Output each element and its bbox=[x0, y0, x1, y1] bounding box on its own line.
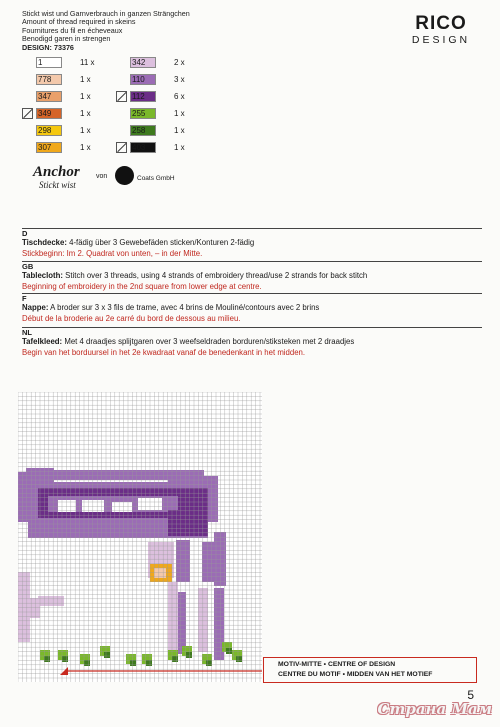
header-line-en: Amount of thread required in skeins bbox=[22, 17, 136, 27]
section-divider bbox=[22, 293, 482, 294]
instruction-label: Tafelkleed: bbox=[22, 337, 63, 346]
thread-number: 298 bbox=[38, 126, 52, 135]
start-instruction: Stickbeginn: Im 2. Quadrat von unten, – in der Mitte. bbox=[22, 249, 203, 258]
header-line-nl: Benodigd garen in strengen bbox=[22, 34, 111, 44]
legend-row bbox=[116, 141, 206, 154]
start-instruction: Begin van het borduursel in het 2e kwadraat vanaf de benedenkant in het midden. bbox=[22, 348, 306, 357]
instruction-text: Tablecloth: Stitch over 3 threads, using 4 strands of embroidery thread/use 2 strands for back stitch bbox=[22, 271, 368, 280]
thread-number: 258 bbox=[132, 126, 146, 135]
anchor-sub: Stickt wist bbox=[39, 180, 76, 190]
language-code: GB bbox=[22, 262, 34, 271]
thread-number: 307 bbox=[38, 143, 52, 152]
skein-count: 1 x bbox=[174, 109, 185, 118]
legend-row bbox=[22, 73, 112, 86]
stitch-area bbox=[168, 510, 208, 536]
grass-stitch bbox=[206, 660, 212, 666]
cross-stitch-chart bbox=[18, 392, 262, 682]
legend-row bbox=[22, 56, 112, 69]
skein-count: 3 x bbox=[174, 75, 185, 84]
grass-stitch bbox=[226, 648, 232, 654]
motif-centre-line2: CENTRE DU MOTIF • MIDDEN VAN HET MOTIEF bbox=[278, 671, 433, 678]
skein-count: 2 x bbox=[174, 58, 185, 67]
legend-row bbox=[22, 124, 112, 137]
stitch-area bbox=[202, 542, 214, 582]
thread-header bbox=[22, 10, 190, 52]
instruction-text: Tischdecke: 4-fädig über 3 Gewebefäden sticken/Konturen 2-fädig bbox=[22, 238, 255, 247]
thread-number: 112 bbox=[132, 92, 145, 101]
legend-row bbox=[22, 107, 112, 120]
skein-count: 1 x bbox=[174, 143, 185, 152]
grass-stitch bbox=[62, 656, 68, 662]
thread-legend bbox=[22, 56, 222, 156]
coats-logo-icon bbox=[115, 166, 134, 185]
skein-count: 1 x bbox=[80, 109, 91, 118]
skein-count: 1 x bbox=[80, 143, 91, 152]
skein-count: 6 x bbox=[174, 92, 185, 101]
header-line-fr: Fournitures du fil en écheveaux bbox=[22, 25, 123, 35]
thread-number: 1 bbox=[38, 58, 43, 67]
grass-stitch bbox=[172, 656, 178, 662]
legend-row bbox=[116, 124, 206, 137]
grass-stitch bbox=[236, 656, 242, 662]
grass-stitch bbox=[186, 652, 192, 658]
grass-stitch bbox=[146, 660, 152, 666]
stitch-grid bbox=[18, 392, 262, 682]
legend-row bbox=[22, 141, 112, 154]
thread-number: 349 bbox=[38, 109, 52, 118]
instruction-label: Nappe: bbox=[22, 303, 49, 312]
language-code: F bbox=[22, 294, 27, 303]
watermark: Страна Мам bbox=[377, 700, 492, 718]
skein-count: 1 x bbox=[80, 92, 91, 101]
grass-stitch bbox=[104, 652, 110, 658]
grass-stitch bbox=[44, 656, 50, 662]
thread-number: 110 bbox=[132, 75, 145, 84]
rico-design-logo bbox=[404, 14, 478, 47]
stitch-area bbox=[38, 596, 64, 606]
brand-sub: DESIGN bbox=[411, 34, 471, 46]
start-instruction: Début de la broderie au 2e carré du bord de dessous au milieu. bbox=[22, 314, 241, 323]
legend-row bbox=[116, 90, 206, 103]
thread-number: 342 bbox=[132, 58, 146, 67]
legend-row bbox=[116, 107, 206, 120]
stitch-area bbox=[82, 500, 104, 512]
stitch-area bbox=[198, 588, 208, 652]
stitch-area bbox=[214, 532, 226, 586]
language-code: D bbox=[22, 229, 28, 238]
motif-centre-line1: MOTIV-MITTE • CENTRE OF DESIGN bbox=[278, 661, 396, 668]
backstitch-icon bbox=[116, 142, 127, 153]
anchor-name: Anchor bbox=[33, 164, 80, 180]
header-line-de: Stickt wist und Garnverbrauch in ganzen Strängchen bbox=[22, 9, 190, 18]
legend-row bbox=[116, 73, 206, 86]
skein-count: 1 x bbox=[174, 126, 185, 135]
backstitch-icon bbox=[116, 91, 127, 102]
thread-number: 255 bbox=[132, 109, 146, 118]
thread-number: 403 bbox=[132, 143, 146, 152]
legend-row bbox=[22, 90, 112, 103]
stitch-area bbox=[154, 568, 166, 578]
instruction-label: Tischdecke: bbox=[22, 238, 67, 247]
design-code: DESIGN: 73376 bbox=[22, 42, 74, 52]
skein-count: 1 x bbox=[80, 126, 91, 135]
coats-text: Coats GmbH bbox=[137, 175, 175, 182]
thread-number: 778 bbox=[38, 75, 52, 84]
stitch-area bbox=[176, 540, 190, 582]
grass-stitch bbox=[84, 660, 90, 666]
start-instruction: Beginning of embroidery in the 2nd square from lower edge at centre. bbox=[22, 282, 262, 291]
instruction-text: Tafelkleed: Met 4 draadjes splijtgaren over 3 weefseldraden borduren/stiksteken met 2 draadjes bbox=[22, 337, 355, 346]
brand-name: RICO bbox=[415, 13, 467, 34]
skein-count: 1 x bbox=[80, 75, 91, 84]
motif-centre-box bbox=[263, 657, 477, 683]
section-divider bbox=[22, 228, 482, 229]
page-number: 5 bbox=[467, 688, 474, 702]
von-text: von bbox=[96, 173, 108, 180]
instruction-label: Tablecloth: bbox=[22, 271, 64, 280]
stitch-area bbox=[112, 502, 132, 512]
stitch-area bbox=[58, 500, 76, 512]
language-code: NL bbox=[22, 328, 32, 337]
backstitch-icon bbox=[22, 108, 33, 119]
grass-stitch bbox=[130, 660, 136, 666]
skein-count: 11 x bbox=[80, 58, 95, 67]
section-divider bbox=[22, 327, 482, 328]
legend-row bbox=[116, 56, 206, 69]
stitch-area bbox=[18, 572, 30, 642]
instruction-text: Nappe: A broder sur 3 x 3 fils de trame, avec 4 brins de Mouliné/contours avec 2 brins bbox=[22, 303, 320, 312]
anchor-logo bbox=[33, 163, 80, 190]
section-divider bbox=[22, 261, 482, 262]
thread-number: 347 bbox=[38, 92, 52, 101]
